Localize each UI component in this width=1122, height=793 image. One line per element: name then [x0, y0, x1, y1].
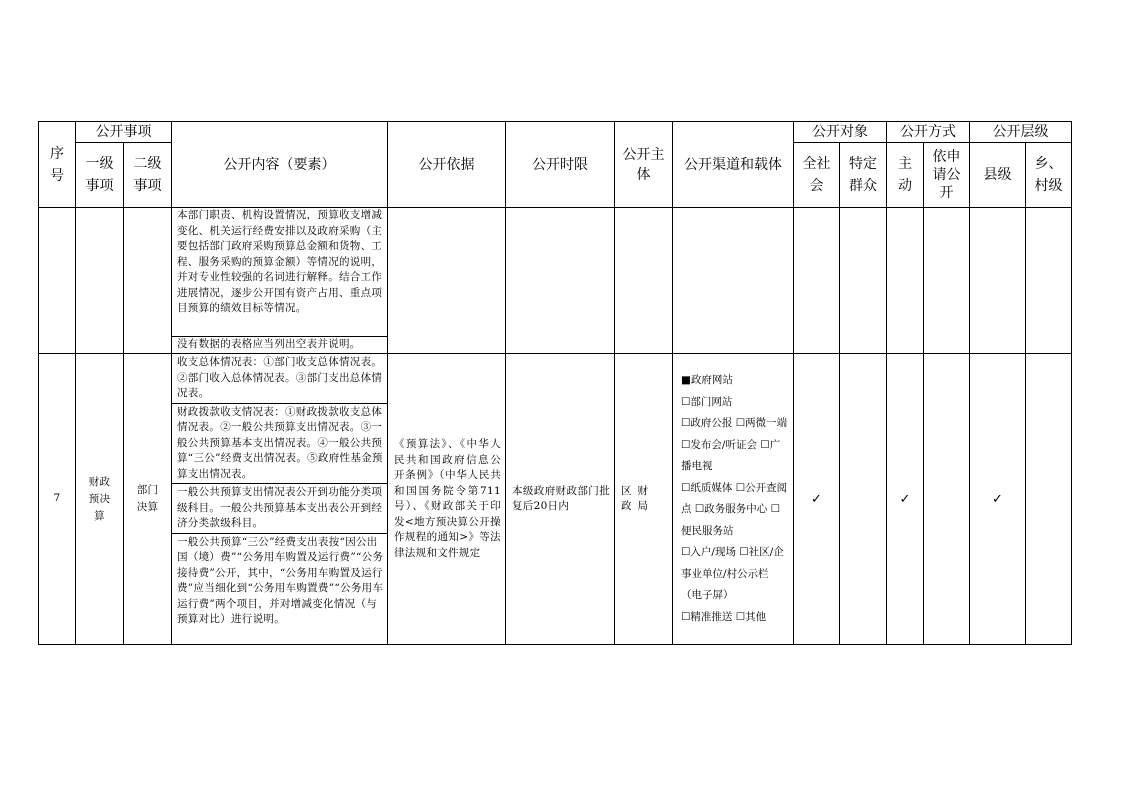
header-level2: 二级事项: [124, 143, 172, 208]
prev-basis-cell: [388, 208, 506, 354]
prev-level1-cell: [76, 208, 124, 354]
prev-target-specific-cell: [840, 208, 887, 354]
header-deadline: 公开时限: [506, 122, 615, 208]
prev-subject-cell: [615, 208, 673, 354]
row7-subject: 区财政局: [621, 484, 654, 512]
row7-deadline-cell: [506, 354, 615, 645]
row7-channel-cell: [673, 354, 794, 645]
row7-content-cell: [172, 354, 388, 645]
row7-target-all: ✓: [794, 354, 840, 645]
row7-content-item-2: 财政拨款收支情况表：①财政拨款收支总体情况表。②一般公共预算支出情况表。③一般公共预算基本支出情况表。④一般公共预算“三公”经费支出情况表。⑤政府性基金预算支出情况表。: [172, 404, 387, 485]
prev-level2-cell: [124, 208, 172, 354]
channel-item-dept-website: ☐部门网站: [681, 395, 733, 408]
header-content: 公开内容（要素）: [172, 122, 388, 208]
header-level1: 一级事项: [76, 143, 124, 208]
row7-content-item-3: 一般公共预算支出情况表公开到功能分类项级科目。一般公共预算基本支出表公开到经济分类款级科目。: [172, 484, 387, 534]
disclosure-table: [38, 121, 1072, 645]
table-row-7: [39, 354, 1072, 645]
header-subject: 公开主体: [615, 122, 673, 208]
header-target-all: 全社会: [794, 143, 840, 208]
prev-level-town-cell: [1026, 208, 1072, 354]
table-row-prev: [39, 208, 1072, 354]
header-channel: 公开渠道和载体: [673, 122, 794, 208]
row7-mode-request: [924, 354, 970, 645]
row7-mode-active: ✓: [887, 354, 924, 645]
header-basis: 公开依据: [388, 122, 506, 208]
header-seq: 序号: [39, 122, 76, 208]
prev-mode-request-cell: [924, 208, 970, 354]
header-row-1: [39, 122, 1072, 143]
row7-deadline: 本级政府财政部门批复后20日内: [512, 484, 610, 512]
prev-deadline-cell: [506, 208, 615, 354]
channel-item-push: ☐精准推送 ☐其他: [681, 610, 767, 623]
header-target-specific: 特定群众: [840, 143, 887, 208]
row7-channel-list: [673, 370, 793, 628]
channel-item-onsite: ☐入户/现场 ☐社区/企事业单位/村公示栏（电子屏）: [681, 546, 784, 601]
header-level-town: 乡、村级: [1026, 143, 1072, 208]
row7-basis: 《预算法》、《中华人民共和国政府信息公开条例》（中华人民共和国国务院令第711号）、《财政部关于印发<地方预决算公开操作规程的通知>》等法律法规和文件规定: [394, 438, 501, 559]
header-mode-active: 主动: [887, 143, 924, 208]
row7-level2: 部门决算: [124, 354, 172, 645]
row7-basis-cell: [388, 354, 506, 645]
row7-subject-cell: [615, 354, 673, 645]
header-target-group: 公开对象: [794, 122, 887, 143]
header-level-group: 公开层级: [970, 122, 1072, 143]
row7-seq: 7: [39, 354, 76, 645]
prev-content-note: 没有数据的表格应当列出空表并说明。: [172, 336, 387, 354]
header-items-group: 公开事项: [76, 122, 172, 143]
prev-seq-cell: [39, 208, 76, 354]
prev-content-text: 本部门职责、机构设置情况，预算收支增减变化、机关运行经费安排以及政府采购（主要包括部门政府采购预算总金额和货物、工程、服务采购的预算金额）等情况的说明，并对专业性较强的名词进行解释。结合工作进展情况，逐步公开国有资产占用、重点项目预算的绩效目标等情况。: [177, 209, 383, 314]
header-level-county: 县级: [970, 143, 1026, 208]
header-mode-group: 公开方式: [887, 122, 970, 143]
row7-level-town: [1026, 354, 1072, 645]
channel-item-gazette: ☐政府公报 ☐两微一端☐发布会/听证会 ☐广播电视: [681, 417, 788, 472]
row7-level1: 财政预决算: [76, 354, 124, 645]
row7-content-item-1: 收支总体情况表：①部门收支总体情况表。②部门收入总体情况表。③部门支出总体情况表。: [172, 354, 387, 404]
row7-target-specific: [840, 354, 887, 645]
header-mode-request: 依申请公开: [924, 143, 970, 208]
channel-item-gov-website: ■政府网站: [681, 374, 733, 386]
prev-level-county-cell: [970, 208, 1026, 354]
channel-item-print-media: ☐纸质媒体 ☐公开查阅点 ☐政务服务中心 ☐便民服务站: [681, 481, 788, 537]
row7-content-item-4: 一般公共预算“三公”经费支出表按“因公出国（境）费”“公务用车购置及运行费”“公务接待费”公开，其中，“公务用车购置及运行费”应当细化到“公务用车购置费”“公务用车运行费”两个项目，并对增减变化情况（与预算对比）进行说明。: [177, 535, 384, 625]
prev-content-cell: [172, 208, 388, 354]
prev-mode-active-cell: [887, 208, 924, 354]
row7-level-county: ✓: [970, 354, 1026, 645]
prev-target-all-cell: [794, 208, 840, 354]
prev-channel-cell: [673, 208, 794, 354]
